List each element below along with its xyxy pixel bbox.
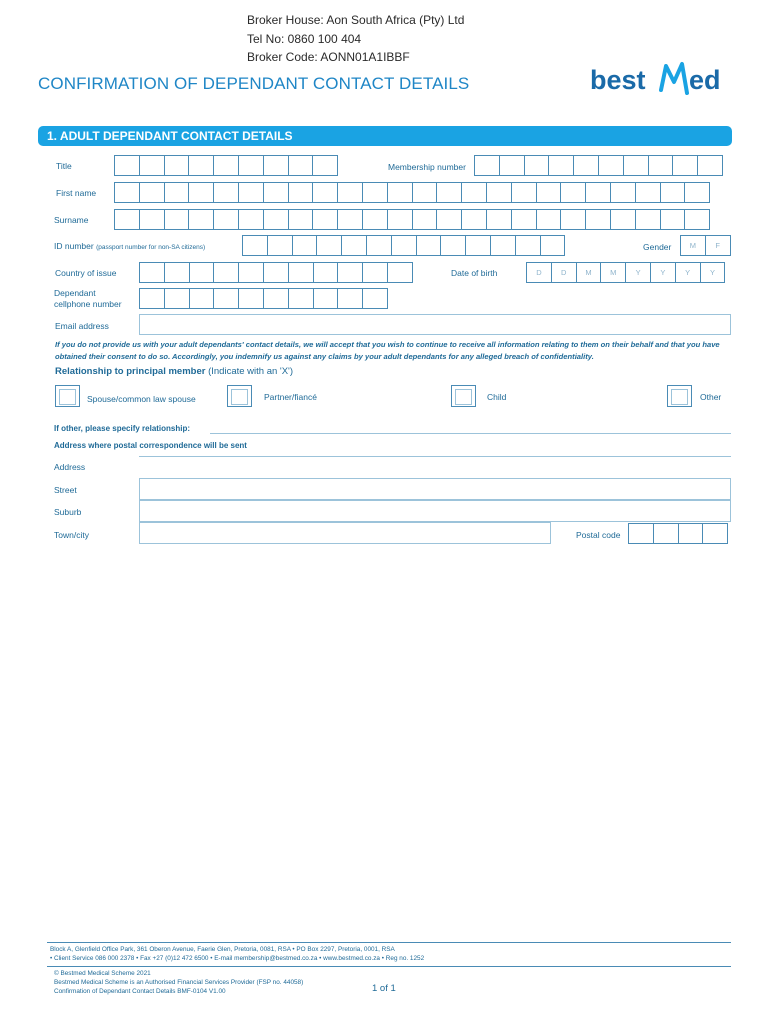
char-box[interactable] <box>238 262 264 283</box>
address-heading: Address where postal correspondence will be sent <box>54 441 247 450</box>
footer-address-line1: Block A, Glenfield Office Park, 361 Oberon Avenue, Faerie Glen, Pretoria, 0081, RSA • PO Box 2297, Pretoria, 0001, RSA <box>50 946 395 953</box>
char-box[interactable] <box>213 209 239 230</box>
char-box[interactable] <box>337 209 363 230</box>
char-box[interactable] <box>362 209 388 230</box>
char-box[interactable] <box>635 182 661 203</box>
char-box[interactable]: M <box>680 235 706 256</box>
suburb-input[interactable] <box>139 500 731 522</box>
country-of-issue-input[interactable] <box>139 262 413 283</box>
id-number-input[interactable] <box>242 235 565 256</box>
email-label: Email address <box>55 321 109 331</box>
id-number-note: (passport number for non-SA citizens) <box>96 244 206 251</box>
broker-code: Broker Code: AONN01A1IBBF <box>247 50 410 64</box>
char-box[interactable] <box>188 155 214 176</box>
char-box[interactable] <box>312 209 338 230</box>
char-box[interactable] <box>436 209 462 230</box>
relationship-title: Relationship to principal member <box>55 366 206 377</box>
char-box[interactable] <box>341 235 367 256</box>
char-box[interactable] <box>288 209 314 230</box>
char-box[interactable] <box>684 182 710 203</box>
postal-code-input[interactable] <box>628 523 728 544</box>
char-box[interactable] <box>362 262 388 283</box>
other-specify-line[interactable] <box>210 433 731 434</box>
address-heading-line <box>139 456 731 457</box>
char-box[interactable] <box>312 182 338 203</box>
char-box[interactable] <box>697 155 723 176</box>
char-box[interactable] <box>548 155 574 176</box>
char-box[interactable]: M <box>600 262 626 283</box>
char-box[interactable] <box>585 209 611 230</box>
char-box[interactable] <box>312 155 338 176</box>
char-box[interactable] <box>267 235 293 256</box>
child-checkbox[interactable] <box>451 385 476 407</box>
membership-number-label: Membership number <box>388 162 466 172</box>
relationship-heading <box>55 366 293 377</box>
char-box[interactable]: D <box>551 262 577 283</box>
id-number-label <box>54 241 205 251</box>
char-box[interactable] <box>585 182 611 203</box>
char-box[interactable]: D <box>526 262 552 283</box>
char-box[interactable] <box>474 155 500 176</box>
disclaimer-text: If you do not provide us with your adult dependants' contact details, we will accept that you wish to continue to receive all information relating to them on their behalf and that you have obtained their consent to do so. Accordingly, you indemnify us against any claims by your adult dependants for any alleged breach of confidentiality. <box>55 340 720 361</box>
char-box[interactable]: Y <box>650 262 676 283</box>
address-label: Address <box>54 462 86 472</box>
spouse-checkbox[interactable] <box>55 385 80 407</box>
char-box[interactable] <box>436 182 462 203</box>
char-box[interactable] <box>139 288 165 309</box>
char-box[interactable] <box>213 262 239 283</box>
street-label: Street <box>54 485 77 495</box>
char-box[interactable] <box>623 155 649 176</box>
char-box[interactable] <box>465 235 491 256</box>
char-box[interactable] <box>540 235 566 256</box>
title-input[interactable] <box>114 155 338 176</box>
town-input[interactable] <box>139 522 551 544</box>
char-box[interactable] <box>499 155 525 176</box>
broker-info <box>247 11 464 67</box>
svg-text:best: best <box>590 65 646 95</box>
gender-label: Gender <box>643 242 672 252</box>
char-box[interactable] <box>114 182 140 203</box>
char-box[interactable] <box>288 288 314 309</box>
document-title: CONFIRMATION OF DEPENDANT CONTACT DETAILS <box>38 74 470 93</box>
char-box[interactable] <box>486 209 512 230</box>
char-box[interactable] <box>263 288 289 309</box>
char-box[interactable] <box>263 262 289 283</box>
footer-divider-2 <box>47 966 731 967</box>
footer-copyright: © Bestmed Medical Scheme 2021 <box>54 970 151 977</box>
char-box[interactable] <box>412 209 438 230</box>
postal-code-label: Postal code <box>576 530 621 540</box>
char-box[interactable] <box>263 182 289 203</box>
char-box[interactable] <box>672 155 698 176</box>
cellphone-input[interactable] <box>139 288 388 309</box>
char-box[interactable] <box>188 209 214 230</box>
footer-form-ref: Confirmation of Dependant Contact Details BMF-0104 V1.00 <box>54 988 226 995</box>
char-box[interactable] <box>114 209 140 230</box>
char-box[interactable] <box>610 209 636 230</box>
char-box[interactable] <box>139 262 165 283</box>
char-box[interactable] <box>461 182 487 203</box>
spouse-option-label: Spouse/common law spouse <box>87 394 196 404</box>
title-label: Title <box>56 161 72 171</box>
char-box[interactable] <box>213 155 239 176</box>
char-box[interactable] <box>628 523 654 544</box>
char-box[interactable]: Y <box>675 262 701 283</box>
partner-option-label: Partner/fiancé <box>264 392 317 402</box>
char-box[interactable] <box>362 288 388 309</box>
membership-number-input[interactable] <box>474 155 723 176</box>
char-box[interactable] <box>560 182 586 203</box>
suburb-label: Suburb <box>54 507 82 517</box>
char-box[interactable] <box>610 182 636 203</box>
country-of-issue-label: Country of issue <box>55 268 117 278</box>
cellphone-label-line1: Dependant <box>54 288 96 298</box>
char-box[interactable] <box>292 235 318 256</box>
char-box[interactable] <box>114 155 140 176</box>
char-box[interactable] <box>213 182 239 203</box>
char-box[interactable] <box>337 262 363 283</box>
footer-divider <box>47 942 731 943</box>
char-box[interactable] <box>288 155 314 176</box>
char-box[interactable] <box>560 209 586 230</box>
footer-address-line2: • Client Service 086 000 2378 • Fax +27 (0)12 472 6500 • E-mail membership@bestmed.co.za • www.bestmed.co.za • Reg no. 1252 <box>50 955 425 962</box>
char-box[interactable] <box>189 262 215 283</box>
char-box[interactable] <box>511 182 537 203</box>
char-box[interactable] <box>189 288 215 309</box>
char-box[interactable] <box>238 288 264 309</box>
footer-address <box>50 945 424 963</box>
char-box[interactable]: M <box>576 262 602 283</box>
section-header: 1. ADULT DEPENDANT CONTACT DETAILS <box>38 126 732 146</box>
char-box[interactable] <box>139 182 165 203</box>
char-box[interactable] <box>648 155 674 176</box>
char-box[interactable] <box>660 209 686 230</box>
surname-input[interactable] <box>114 209 710 230</box>
broker-house: Broker House: Aon South Africa (Pty) Ltd <box>247 13 465 27</box>
char-box[interactable] <box>139 155 165 176</box>
char-box[interactable] <box>635 209 661 230</box>
char-box[interactable] <box>238 209 264 230</box>
bestmed-logo <box>590 60 735 100</box>
char-box[interactable]: F <box>705 235 731 256</box>
cellphone-label-line2: cellphone number <box>54 299 122 309</box>
other-option-label: Other <box>700 392 722 402</box>
char-box[interactable] <box>288 262 314 283</box>
char-box[interactable] <box>164 262 190 283</box>
cellphone-label <box>54 288 122 310</box>
char-box[interactable] <box>188 182 214 203</box>
char-box[interactable]: Y <box>700 262 726 283</box>
char-box[interactable]: Y <box>625 262 651 283</box>
char-box[interactable] <box>337 288 363 309</box>
char-box[interactable] <box>387 262 413 283</box>
char-box[interactable] <box>515 235 541 256</box>
footer-provider: Bestmed Medical Scheme is an Authorised Financial Services Provider (FSP no. 44058) <box>54 979 304 986</box>
char-box[interactable] <box>524 155 550 176</box>
relationship-hint: (Indicate with an 'X') <box>208 366 294 377</box>
char-box[interactable] <box>213 288 239 309</box>
char-box[interactable] <box>238 155 264 176</box>
char-box[interactable] <box>416 235 442 256</box>
char-box[interactable] <box>536 209 562 230</box>
char-box[interactable] <box>263 209 289 230</box>
char-box[interactable] <box>536 182 562 203</box>
date-of-birth-input[interactable] <box>526 262 725 283</box>
town-label: Town/city <box>54 530 89 540</box>
first-name-input[interactable] <box>114 182 710 203</box>
char-box[interactable] <box>678 523 704 544</box>
id-number-label-text: ID number <box>54 241 94 251</box>
gender-input[interactable] <box>680 235 731 256</box>
char-box[interactable] <box>573 155 599 176</box>
page-number: 1 of 1 <box>372 983 396 994</box>
char-box[interactable] <box>139 209 165 230</box>
email-input[interactable] <box>139 314 731 335</box>
char-box[interactable] <box>366 235 392 256</box>
char-box[interactable] <box>598 155 624 176</box>
char-box[interactable] <box>391 235 417 256</box>
char-box[interactable] <box>702 523 728 544</box>
first-name-label: First name <box>56 188 97 198</box>
char-box[interactable] <box>461 209 487 230</box>
char-box[interactable] <box>660 182 686 203</box>
char-box[interactable] <box>164 182 190 203</box>
other-specify-label: If other, please specify relationship: <box>54 424 191 433</box>
footer-legal <box>54 969 303 996</box>
char-box[interactable] <box>486 182 512 203</box>
char-box[interactable] <box>316 235 342 256</box>
char-box[interactable] <box>440 235 466 256</box>
char-box[interactable] <box>412 182 438 203</box>
char-box[interactable] <box>288 182 314 203</box>
partner-checkbox[interactable] <box>227 385 252 407</box>
char-box[interactable] <box>511 209 537 230</box>
svg-text:ed: ed <box>689 65 721 95</box>
char-box[interactable] <box>263 155 289 176</box>
char-box[interactable] <box>313 288 339 309</box>
char-box[interactable] <box>164 155 190 176</box>
other-checkbox[interactable] <box>667 385 692 407</box>
char-box[interactable] <box>387 182 413 203</box>
broker-tel: Tel No: 0860 100 404 <box>247 31 362 46</box>
char-box[interactable] <box>313 262 339 283</box>
street-input[interactable] <box>139 478 731 500</box>
char-box[interactable] <box>684 209 710 230</box>
char-box[interactable] <box>653 523 679 544</box>
char-box[interactable] <box>242 235 268 256</box>
char-box[interactable] <box>337 182 363 203</box>
char-box[interactable] <box>164 288 190 309</box>
char-box[interactable] <box>164 209 190 230</box>
child-option-label: Child <box>487 392 507 402</box>
char-box[interactable] <box>362 182 388 203</box>
date-of-birth-label: Date of birth <box>451 268 498 278</box>
char-box[interactable] <box>490 235 516 256</box>
char-box[interactable] <box>238 182 264 203</box>
surname-label: Surname <box>54 215 89 225</box>
char-box[interactable] <box>387 209 413 230</box>
